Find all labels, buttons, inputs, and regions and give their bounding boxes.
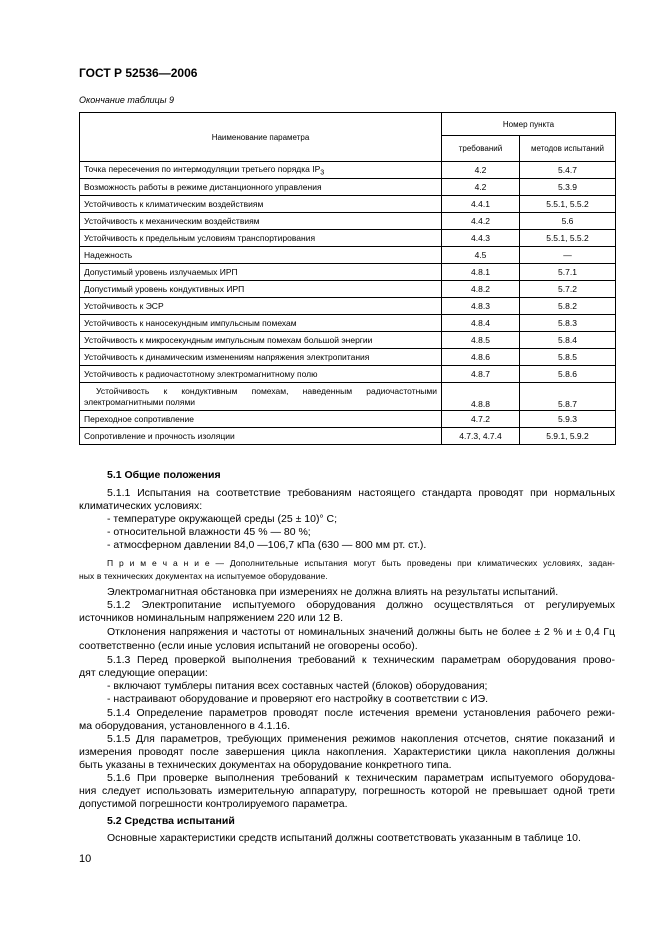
row-name: Надежность: [80, 247, 442, 264]
row-requirement: 4.8.3: [442, 298, 520, 315]
column-header-parameter: Наименование параметра: [80, 113, 442, 162]
row-method: 5.9.1, 5.9.2: [520, 428, 616, 445]
list-item: - температуре окружающей среды (25 ± 10)° С;: [107, 513, 338, 525]
table-row: [80, 332, 616, 349]
paragraph-line: ния следует использовать измерительную аппаратуру, погрешность которой не превышает одной трети: [79, 785, 615, 797]
row-requirement: 4.7.2: [442, 411, 520, 428]
paragraph-line: 5.1.6 При проверке выполнения требований к техническим параметрам испытуемого оборудова-: [107, 772, 615, 784]
row-method: 5.6: [520, 213, 616, 230]
paragraph-line: 5.1.1 Испытания на соответствие требованиям настоящего стандарта проводят при нормальных: [107, 487, 615, 499]
list-item: - относительной влажности 45 % — 80 %;: [107, 526, 311, 538]
column-header-test-methods: методов испытаний: [520, 136, 616, 162]
paragraph-line: 5.1.2 Электропитание испытуемого оборудования должно осуществляться от регулируемых: [107, 599, 615, 611]
row-method: 5.8.7: [520, 383, 616, 411]
row-method: 5.8.2: [520, 298, 616, 315]
row-method: —: [520, 247, 616, 264]
row-method: 5.8.4: [520, 332, 616, 349]
row-method: 5.5.1, 5.5.2: [520, 196, 616, 213]
row-method: 5.8.6: [520, 366, 616, 383]
table-row: [80, 196, 616, 213]
list-item: - включают тумблеры питания всех составных частей (блоков) оборудования;: [107, 680, 488, 692]
row-name: Допустимый уровень излучаемых ИРП: [80, 264, 442, 281]
parameters-table: [79, 112, 616, 445]
paragraph-line: ма оборудования, установленного в 4.1.16.: [79, 720, 290, 732]
row-method: 5.4.7: [520, 162, 616, 179]
row-name: Устойчивость к механическим воздействиям: [80, 213, 442, 230]
note-line: П р и м е ч а н и е — Дополнительные испытания могут быть проведены при климатических условиях, задан-: [107, 558, 615, 568]
row-method: 5.8.5: [520, 349, 616, 366]
row-method: 5.9.3: [520, 411, 616, 428]
row-name: [80, 383, 442, 411]
row-name: Устойчивость к наносекундным импульсным помехам: [80, 315, 442, 332]
row-requirement: 4.2: [442, 162, 520, 179]
row-method: 5.5.1, 5.5.2: [520, 230, 616, 247]
list-item: - атмосферном давлении 84,0 —106,7 кПа (630 — 800 мм рт. ст.).: [107, 539, 427, 551]
paragraph-line: измерения проводят после завершения цикла накопления. Характеристики цикла накопления должны: [79, 746, 615, 758]
row-method: 5.7.2: [520, 281, 616, 298]
section-heading-5-1: 5.1 Общие положения: [107, 469, 221, 481]
table-row: [80, 281, 616, 298]
paragraph-line: источников номинальным напряжением 220 или 12 В.: [79, 612, 343, 624]
paragraph-line: дят следующие операции:: [79, 667, 208, 679]
paragraph-line: климатических условиях:: [79, 500, 203, 512]
row-requirement: 4.8.2: [442, 281, 520, 298]
row-requirement: 4.2: [442, 179, 520, 196]
row-requirement: 4.8.6: [442, 349, 520, 366]
table-row: [80, 428, 616, 445]
paragraph-line: Электромагнитная обстановка при измерениях не должна влиять на результаты испытаний.: [107, 586, 559, 598]
row-name: Устойчивость к климатическим воздействиям: [80, 196, 442, 213]
list-item: - настраивают оборудование и проверяют его настройку в соответствии с ИЭ.: [107, 693, 489, 705]
row-name-line-1: Устойчивость к кондуктивным помехам, наведенным радиочастотными: [96, 385, 437, 396]
row-requirement: 4.8.4: [442, 315, 520, 332]
paragraph-line: Отклонения напряжения и частоты от номинальных значений должны быть не более ± 2 % и ± 0,4 Гц: [107, 626, 615, 638]
table-row: [80, 230, 616, 247]
table-row: [80, 315, 616, 332]
note-line: ных в технических документах на испытуемое оборудование.: [79, 571, 328, 581]
row-method: 5.3.9: [520, 179, 616, 196]
paragraph-line: 5.1.3 Перед проверкой выполнения требований к техническим параметрам оборудования прово-: [107, 654, 615, 666]
row-name: Устойчивость к предельным условиям транспортирования: [80, 230, 442, 247]
table-row: [80, 298, 616, 315]
row-name: Устойчивость к радиочастотному электромагнитному полю: [80, 366, 442, 383]
row-requirement: 4.5: [442, 247, 520, 264]
paragraph-line: быть указаны в технических документах на оборудование конкретного типа.: [79, 759, 452, 771]
row-name: Устойчивость к микросекундным импульсным помехам большой энергии: [80, 332, 442, 349]
table-caption: Окончание таблицы 9: [79, 95, 174, 105]
row-name-subscript: 3: [320, 168, 325, 177]
table-row: [80, 411, 616, 428]
paragraph-line: 5.1.4 Определение параметров проводят после истечения времени установления рабочего режи-: [107, 707, 615, 719]
row-requirement: 4.4.2: [442, 213, 520, 230]
row-name: Допустимый уровень кондуктивных ИРП: [80, 281, 442, 298]
table-row: [80, 264, 616, 281]
table-row: [80, 383, 616, 411]
paragraph-line: допустимой погрешности контролируемого параметра.: [79, 798, 348, 810]
column-header-item-number: Номер пункта: [442, 113, 616, 136]
paragraph-line: Основные характеристики средств испытаний должны соответствовать указанным в таблице 10.: [107, 832, 581, 844]
table-row: [80, 349, 616, 366]
row-requirement: 4.7.3, 4.7.4: [442, 428, 520, 445]
row-name: Точка пересечения по интермодуляции третьего порядка $IP_3$: [80, 162, 442, 179]
table-row: [80, 179, 616, 196]
paragraph-line: 5.1.5 Для параметров, требующих применения режимов накопления отсчетов, снятие показаний и: [107, 733, 615, 745]
row-requirement: 4.4.3: [442, 230, 520, 247]
row-requirement: 4.8.7: [442, 366, 520, 383]
row-requirement: 4.8.1: [442, 264, 520, 281]
document-header: ГОСТ Р 52536—2006: [79, 66, 198, 80]
table-row: [80, 366, 616, 383]
row-requirement: 4.4.1: [442, 196, 520, 213]
row-requirement: 4.8.5: [442, 332, 520, 349]
page-number: 10: [79, 853, 92, 865]
row-name: Возможность работы в режиме дистанционного управления: [80, 179, 442, 196]
table-row: [80, 162, 616, 179]
paragraph-line: соответственно (если иные условия испытаний не оговорены особо).: [79, 640, 418, 652]
row-name: Переходное сопротивление: [80, 411, 442, 428]
row-name-line-2: электромагнитными полями: [84, 396, 196, 407]
row-name: Сопротивление и прочность изоляции: [80, 428, 442, 445]
column-header-requirements: требований: [442, 136, 520, 162]
table-row: [80, 213, 616, 230]
row-requirement: 4.8.8: [442, 383, 520, 411]
row-name: Устойчивость к динамическим изменениям напряжения электропитания: [80, 349, 442, 366]
table-row: [80, 247, 616, 264]
section-heading-5-2: 5.2 Средства испытаний: [107, 815, 235, 827]
row-method: 5.7.1: [520, 264, 616, 281]
row-name: Устойчивость к ЭСР: [80, 298, 442, 315]
row-method: 5.8.3: [520, 315, 616, 332]
